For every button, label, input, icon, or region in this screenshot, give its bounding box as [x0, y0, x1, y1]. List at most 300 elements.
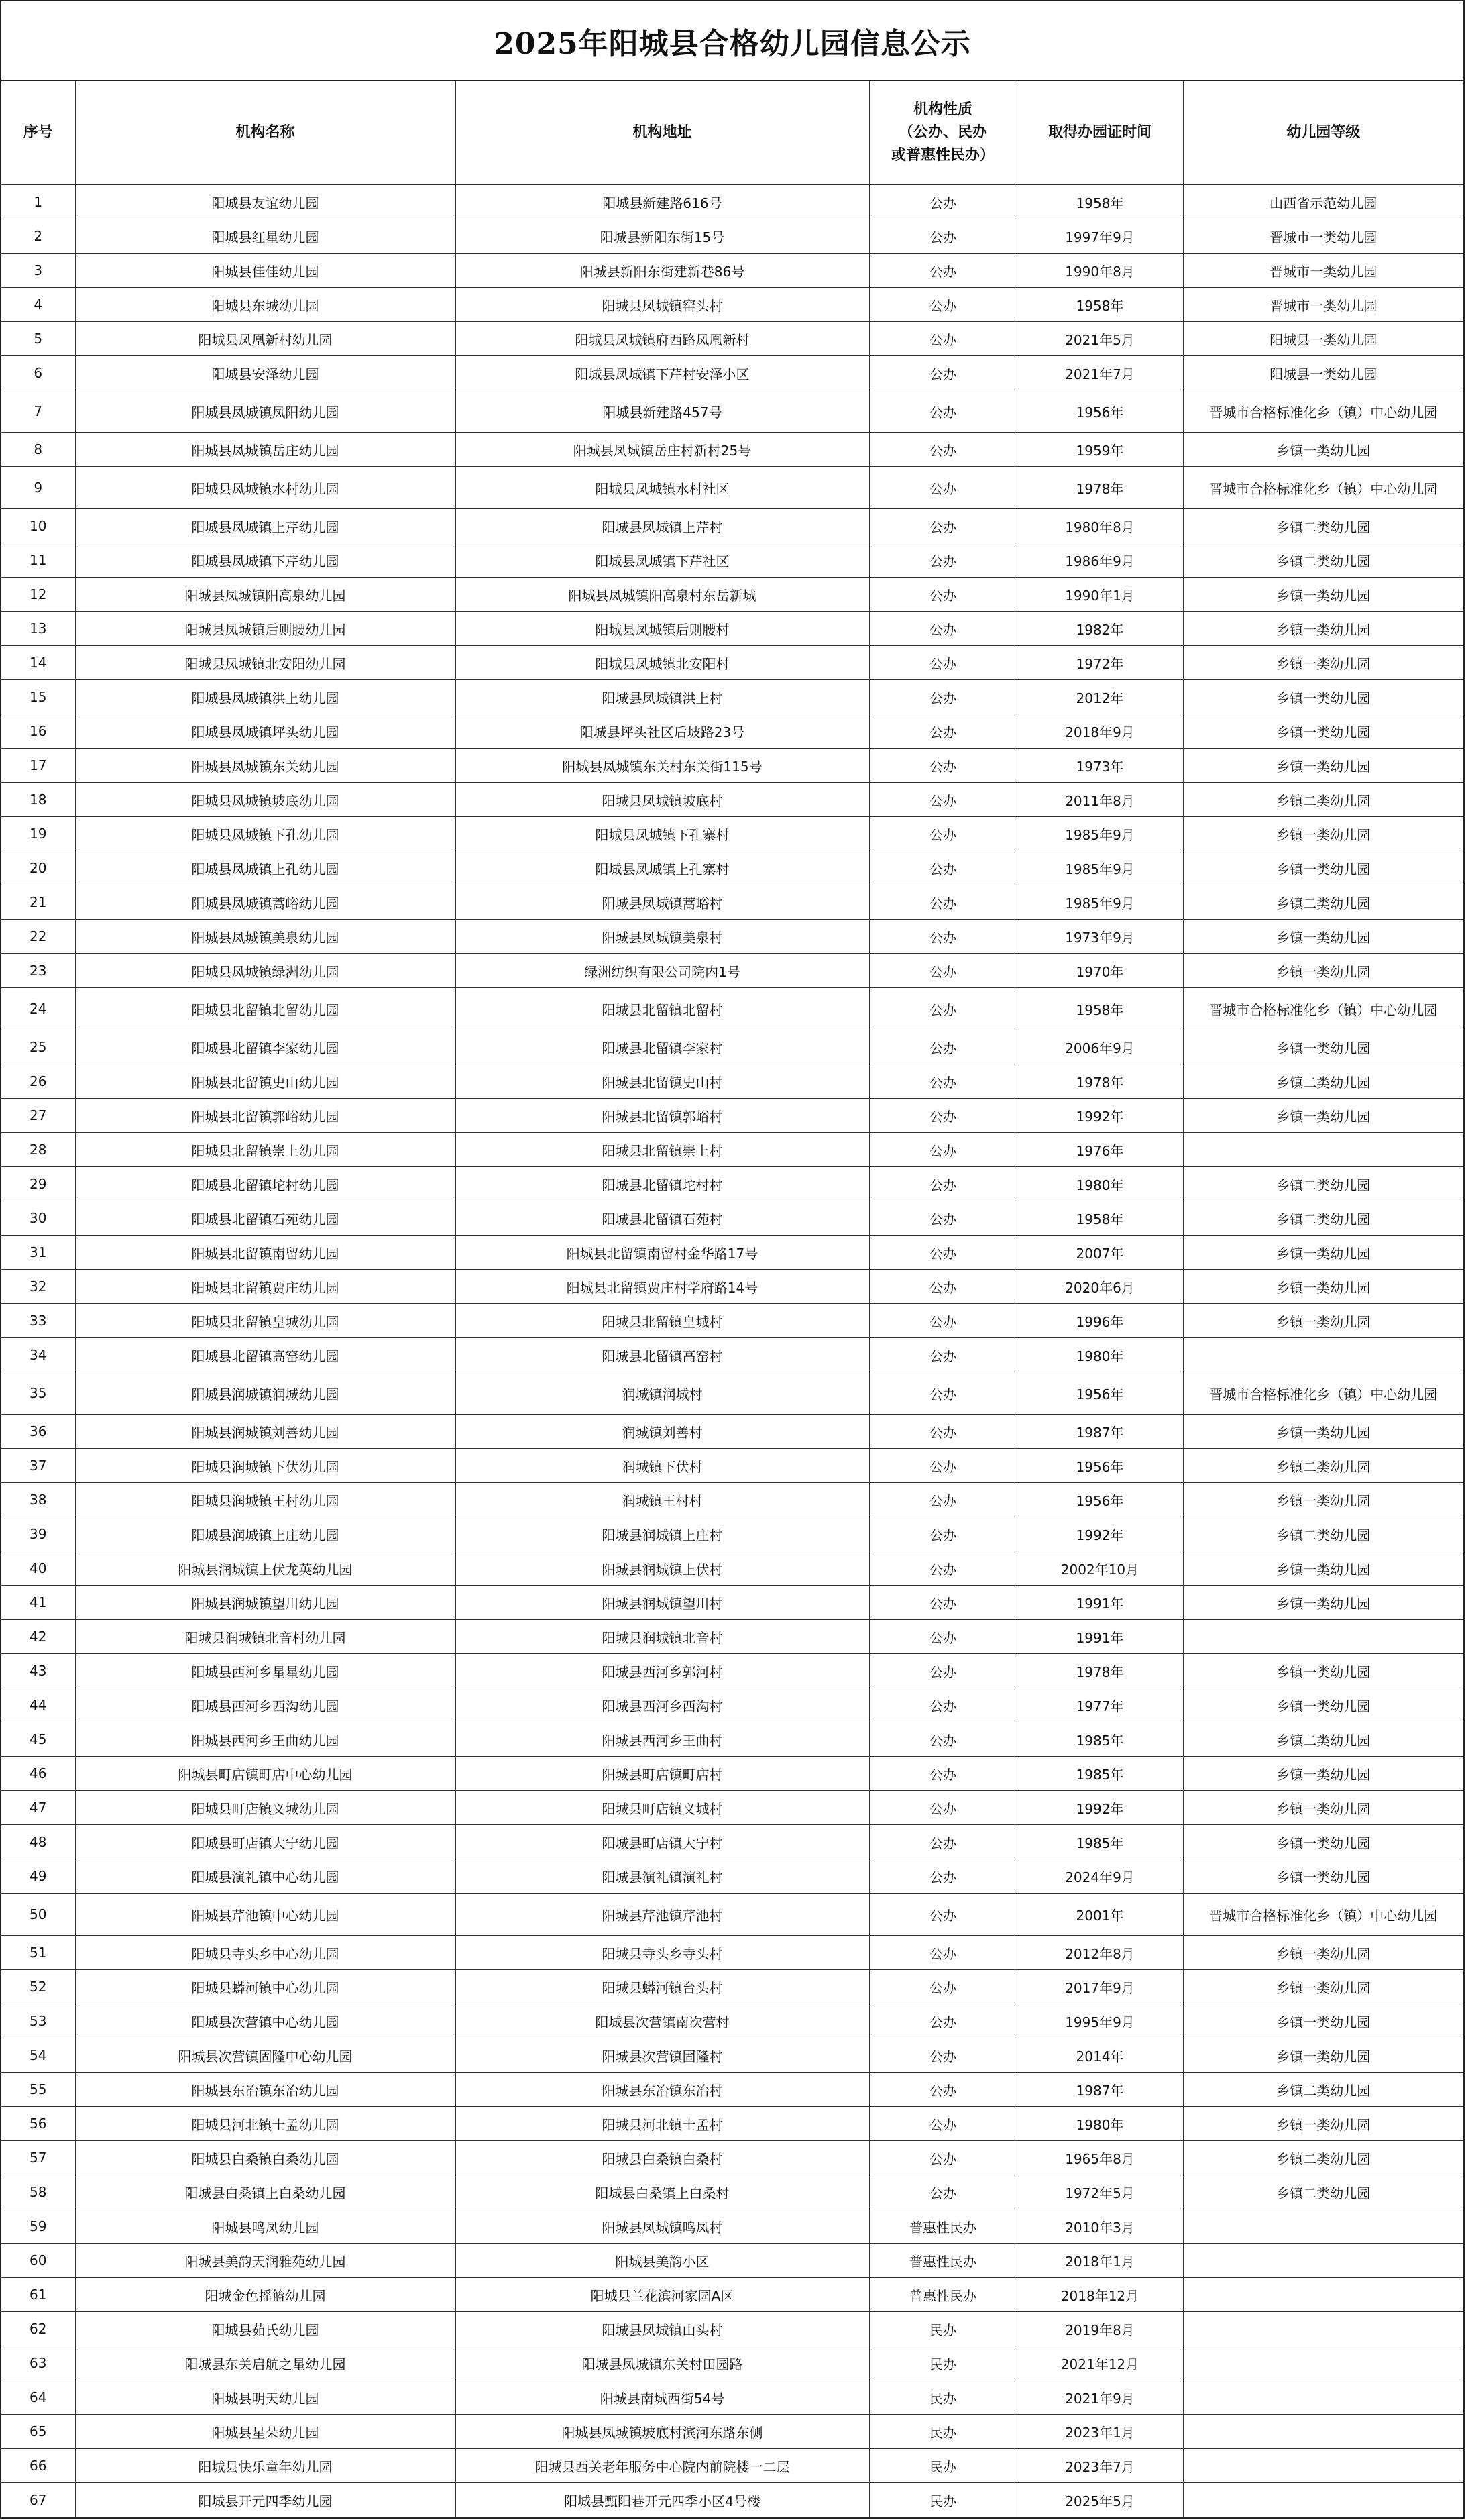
cell-name: 阳城县寺头乡中心幼儿园	[75, 1936, 455, 1970]
cell-date: 2012年	[1017, 680, 1183, 714]
table-body	[1, 185, 1463, 2517]
cell-nature: 公办	[869, 954, 1017, 988]
cell-date: 2014年	[1017, 2038, 1183, 2073]
cell-grade	[1183, 2346, 1463, 2380]
cell-date: 1985年	[1017, 1757, 1183, 1791]
cell-address: 阳城县次营镇固隆村	[455, 2038, 869, 2073]
cell-nature: 公办	[869, 1970, 1017, 2004]
cell-nature: 公办	[869, 1936, 1017, 1970]
table-row	[1, 1620, 1463, 1654]
cell-name: 阳城县安泽幼儿园	[75, 356, 455, 390]
cell-name: 阳城县凤城镇下芹幼儿园	[75, 543, 455, 578]
cell-date: 2018年12月	[1017, 2278, 1183, 2312]
table-row	[1, 509, 1463, 543]
kindergarten-table	[1, 81, 1463, 2517]
cell-grade: 乡镇二类幼儿园	[1183, 885, 1463, 920]
cell-nature: 公办	[869, 1201, 1017, 1236]
cell-name: 阳城县润城镇下伏幼儿园	[75, 1449, 455, 1483]
table-row	[1, 885, 1463, 920]
cell-address: 阳城县凤城镇鸣凤村	[455, 2209, 869, 2244]
cell-nature: 公办	[869, 1099, 1017, 1133]
cell-nature: 公办	[869, 543, 1017, 578]
cell-name: 阳城县凤城镇后则腰幼儿园	[75, 612, 455, 646]
cell-address: 阳城县美韵小区	[455, 2244, 869, 2278]
cell-grade: 晋城市合格标准化乡（镇）中心幼儿园	[1183, 1894, 1463, 1936]
cell-no: 44	[1, 1688, 75, 1722]
cell-address: 阳城县新阳东街15号	[455, 219, 869, 254]
cell-no: 57	[1, 2141, 75, 2175]
cell-nature: 公办	[869, 1688, 1017, 1722]
cell-date: 2021年12月	[1017, 2346, 1183, 2380]
cell-date: 1973年	[1017, 749, 1183, 783]
table-row	[1, 1483, 1463, 1517]
cell-grade	[1183, 2415, 1463, 2449]
cell-grade	[1183, 2278, 1463, 2312]
cell-no: 67	[1, 2483, 75, 2517]
cell-nature: 民办	[869, 2380, 1017, 2415]
cell-grade: 乡镇一类幼儿园	[1183, 920, 1463, 954]
cell-grade: 阳城县一类幼儿园	[1183, 322, 1463, 356]
cell-no: 2	[1, 219, 75, 254]
cell-date: 2006年9月	[1017, 1030, 1183, 1064]
cell-no: 3	[1, 254, 75, 288]
cell-nature: 公办	[869, 988, 1017, 1030]
cell-name: 阳城县北留镇崇上幼儿园	[75, 1133, 455, 1167]
cell-name: 阳城县凤城镇水村幼儿园	[75, 467, 455, 509]
cell-nature: 公办	[869, 1894, 1017, 1936]
cell-nature: 公办	[869, 714, 1017, 749]
cell-nature: 公办	[869, 1064, 1017, 1099]
cell-address: 润城镇润城村	[455, 1372, 869, 1415]
table-row	[1, 1201, 1463, 1236]
cell-name: 阳城县凤城镇阳高泉幼儿园	[75, 578, 455, 612]
table-row	[1, 612, 1463, 646]
cell-address: 阳城县白桑镇上白桑村	[455, 2175, 869, 2209]
cell-no: 64	[1, 2380, 75, 2415]
cell-nature: 公办	[869, 1270, 1017, 1304]
cell-address: 润城镇刘善村	[455, 1415, 869, 1449]
cell-date: 1992年	[1017, 1099, 1183, 1133]
cell-no: 63	[1, 2346, 75, 2380]
cell-name: 阳城县凤城镇凤阳幼儿园	[75, 390, 455, 433]
cell-no: 34	[1, 1338, 75, 1372]
cell-grade: 晋城市一类幼儿园	[1183, 254, 1463, 288]
table-row	[1, 322, 1463, 356]
cell-name: 阳城县开元四季幼儿园	[75, 2483, 455, 2517]
cell-grade: 乡镇二类幼儿园	[1183, 1517, 1463, 1551]
cell-nature: 公办	[869, 1620, 1017, 1654]
cell-date: 1972年	[1017, 646, 1183, 680]
cell-date: 1985年9月	[1017, 885, 1183, 920]
cell-no: 30	[1, 1201, 75, 1236]
cell-address: 阳城县北留镇史山村	[455, 1064, 869, 1099]
cell-name: 阳城县凤城镇东关幼儿园	[75, 749, 455, 783]
cell-name: 阳城县茹氏幼儿园	[75, 2312, 455, 2346]
cell-grade: 晋城市一类幼儿园	[1183, 288, 1463, 322]
cell-address: 阳城县凤城镇东关村田园路	[455, 2346, 869, 2380]
cell-nature: 公办	[869, 1304, 1017, 1338]
cell-nature: 公办	[869, 1133, 1017, 1167]
cell-address: 阳城县町店镇大宁村	[455, 1825, 869, 1859]
cell-grade	[1183, 2209, 1463, 2244]
cell-date: 1980年	[1017, 2107, 1183, 2141]
table-row	[1, 219, 1463, 254]
cell-address: 阳城县甄阳巷开元四季小区4号楼	[455, 2483, 869, 2517]
cell-name: 阳城县北留镇皇城幼儿园	[75, 1304, 455, 1338]
cell-grade: 乡镇一类幼儿园	[1183, 1825, 1463, 1859]
cell-no: 27	[1, 1099, 75, 1133]
cell-name: 阳城县凤城镇岳庄幼儿园	[75, 433, 455, 467]
header-date: 取得办园证时间	[1017, 81, 1183, 185]
cell-name: 阳城县北留镇贾庄幼儿园	[75, 1270, 455, 1304]
cell-date: 2019年8月	[1017, 2312, 1183, 2346]
cell-date: 2024年9月	[1017, 1859, 1183, 1894]
table-row	[1, 543, 1463, 578]
cell-no: 50	[1, 1894, 75, 1936]
cell-grade: 乡镇二类幼儿园	[1183, 1201, 1463, 1236]
cell-date: 2001年	[1017, 1894, 1183, 1936]
cell-address: 阳城县凤城镇洪上村	[455, 680, 869, 714]
cell-grade: 乡镇一类幼儿园	[1183, 578, 1463, 612]
table-row	[1, 714, 1463, 749]
cell-nature: 民办	[869, 2312, 1017, 2346]
cell-date: 1973年9月	[1017, 920, 1183, 954]
cell-date: 2002年10月	[1017, 1551, 1183, 1586]
cell-date: 1956年	[1017, 1449, 1183, 1483]
cell-no: 38	[1, 1483, 75, 1517]
cell-no: 1	[1, 185, 75, 219]
cell-no: 16	[1, 714, 75, 749]
cell-name: 阳城县次营镇固隆中心幼儿园	[75, 2038, 455, 2073]
header-address: 机构地址	[455, 81, 869, 185]
cell-date: 1980年8月	[1017, 509, 1183, 543]
cell-no: 8	[1, 433, 75, 467]
table-row	[1, 1757, 1463, 1791]
cell-address: 阳城县白桑镇白桑村	[455, 2141, 869, 2175]
cell-no: 61	[1, 2278, 75, 2312]
header-nature	[869, 81, 1017, 185]
cell-no: 17	[1, 749, 75, 783]
cell-no: 40	[1, 1551, 75, 1586]
cell-date: 1959年	[1017, 433, 1183, 467]
cell-nature: 公办	[869, 322, 1017, 356]
cell-date: 1977年	[1017, 1688, 1183, 1722]
cell-grade: 乡镇一类幼儿园	[1183, 2004, 1463, 2038]
cell-address: 阳城县北留镇郭峪村	[455, 1099, 869, 1133]
cell-name: 阳城县东冶镇东冶幼儿园	[75, 2073, 455, 2107]
cell-nature: 公办	[869, 288, 1017, 322]
table-row	[1, 1064, 1463, 1099]
cell-grade: 乡镇二类幼儿园	[1183, 2141, 1463, 2175]
table-row	[1, 467, 1463, 509]
cell-nature: 民办	[869, 2346, 1017, 2380]
cell-date: 1995年9月	[1017, 2004, 1183, 2038]
table-row	[1, 954, 1463, 988]
title-box	[1, 1, 1463, 81]
cell-nature: 公办	[869, 1236, 1017, 1270]
table-row	[1, 2380, 1463, 2415]
table-row	[1, 1654, 1463, 1688]
cell-no: 22	[1, 920, 75, 954]
cell-address: 阳城县北留镇坨村村	[455, 1167, 869, 1201]
cell-address: 阳城县凤城镇坡底村滨河东路东侧	[455, 2415, 869, 2449]
cell-grade: 乡镇一类幼儿园	[1183, 1551, 1463, 1586]
table-row	[1, 2449, 1463, 2483]
cell-address: 阳城县北留镇李家村	[455, 1030, 869, 1064]
cell-grade: 乡镇一类幼儿园	[1183, 1757, 1463, 1791]
cell-address: 润城镇下伏村	[455, 1449, 869, 1483]
cell-grade	[1183, 1620, 1463, 1654]
cell-grade	[1183, 2483, 1463, 2517]
cell-grade: 乡镇二类幼儿园	[1183, 543, 1463, 578]
cell-no: 18	[1, 783, 75, 817]
table-row	[1, 2244, 1463, 2278]
cell-name: 阳城县凤城镇坪头幼儿园	[75, 714, 455, 749]
cell-no: 31	[1, 1236, 75, 1270]
table-row	[1, 680, 1463, 714]
cell-grade: 晋城市合格标准化乡（镇）中心幼儿园	[1183, 1372, 1463, 1415]
table-row	[1, 185, 1463, 219]
cell-name: 阳城县凤城镇蒿峪幼儿园	[75, 885, 455, 920]
cell-no: 21	[1, 885, 75, 920]
cell-date: 1965年8月	[1017, 2141, 1183, 2175]
cell-nature: 公办	[869, 1722, 1017, 1757]
cell-grade: 乡镇一类幼儿园	[1183, 1030, 1463, 1064]
cell-name: 阳城县凤城镇下孔幼儿园	[75, 817, 455, 851]
cell-date: 2018年9月	[1017, 714, 1183, 749]
cell-address: 阳城县凤城镇北安阳村	[455, 646, 869, 680]
cell-no: 29	[1, 1167, 75, 1201]
cell-name: 阳城县白桑镇白桑幼儿园	[75, 2141, 455, 2175]
cell-no: 55	[1, 2073, 75, 2107]
cell-nature: 民办	[869, 2415, 1017, 2449]
cell-name: 阳城县凤城镇洪上幼儿园	[75, 680, 455, 714]
cell-address: 阳城县润城镇上伏村	[455, 1551, 869, 1586]
cell-name: 阳城县润城镇上伏龙英幼儿园	[75, 1551, 455, 1586]
cell-no: 14	[1, 646, 75, 680]
cell-name: 阳城县北留镇史山幼儿园	[75, 1064, 455, 1099]
table-row	[1, 1236, 1463, 1270]
table-row	[1, 2483, 1463, 2517]
cell-no: 19	[1, 817, 75, 851]
cell-address: 阳城县坪头社区后坡路23号	[455, 714, 869, 749]
cell-nature: 公办	[869, 612, 1017, 646]
cell-date: 2011年8月	[1017, 783, 1183, 817]
cell-address: 阳城县润城镇望川村	[455, 1586, 869, 1620]
header-nature-line1: 机构性质	[913, 101, 972, 118]
cell-nature: 公办	[869, 2004, 1017, 2038]
cell-name: 阳城县润城镇王村幼儿园	[75, 1483, 455, 1517]
table-row	[1, 783, 1463, 817]
cell-date: 1991年	[1017, 1586, 1183, 1620]
cell-grade: 乡镇一类幼儿园	[1183, 2038, 1463, 2073]
header-grade: 幼儿园等级	[1183, 81, 1463, 185]
cell-nature: 公办	[869, 885, 1017, 920]
table-row	[1, 1270, 1463, 1304]
cell-name: 阳城县西河乡星星幼儿园	[75, 1654, 455, 1688]
cell-grade: 乡镇二类幼儿园	[1183, 1722, 1463, 1757]
cell-nature: 公办	[869, 2038, 1017, 2073]
cell-grade: 乡镇一类幼儿园	[1183, 1483, 1463, 1517]
cell-name: 阳城县北留镇石苑幼儿园	[75, 1201, 455, 1236]
cell-no: 62	[1, 2312, 75, 2346]
table-row	[1, 1791, 1463, 1825]
cell-name: 阳城县西河乡西沟幼儿园	[75, 1688, 455, 1722]
cell-name: 阳城县美韵天润雅苑幼儿园	[75, 2244, 455, 2278]
cell-name: 阳城县红星幼儿园	[75, 219, 455, 254]
table-row	[1, 390, 1463, 433]
cell-grade	[1183, 2380, 1463, 2415]
cell-address: 阳城县凤城镇上孔寨村	[455, 851, 869, 885]
table-row	[1, 1030, 1463, 1064]
cell-nature: 公办	[869, 1483, 1017, 1517]
cell-no: 11	[1, 543, 75, 578]
cell-date: 1990年8月	[1017, 254, 1183, 288]
cell-address: 阳城县町店镇町店村	[455, 1757, 869, 1791]
cell-grade: 乡镇一类幼儿园	[1183, 612, 1463, 646]
cell-date: 1958年	[1017, 988, 1183, 1030]
cell-name: 阳城县北留镇李家幼儿园	[75, 1030, 455, 1064]
cell-name: 阳城县凤城镇坡底幼儿园	[75, 783, 455, 817]
cell-no: 10	[1, 509, 75, 543]
cell-name: 阳城县东关启航之星幼儿园	[75, 2346, 455, 2380]
cell-address: 阳城县润城镇上庄村	[455, 1517, 869, 1551]
cell-grade: 乡镇一类幼儿园	[1183, 2107, 1463, 2141]
cell-date: 1985年9月	[1017, 851, 1183, 885]
cell-nature: 公办	[869, 817, 1017, 851]
cell-address: 阳城县凤城镇东关村东关街115号	[455, 749, 869, 783]
page-title: 2025年阳城县合格幼儿园信息公示	[494, 26, 971, 61]
table-row	[1, 749, 1463, 783]
cell-no: 45	[1, 1722, 75, 1757]
cell-date: 1956年	[1017, 1372, 1183, 1415]
cell-nature: 公办	[869, 1517, 1017, 1551]
cell-address: 阳城县南城西街54号	[455, 2380, 869, 2415]
table-row	[1, 1722, 1463, 1757]
cell-nature: 公办	[869, 1654, 1017, 1688]
cell-date: 1970年	[1017, 954, 1183, 988]
table-row	[1, 1688, 1463, 1722]
cell-name: 阳城县佳佳幼儿园	[75, 254, 455, 288]
table-row	[1, 1894, 1463, 1936]
cell-nature: 公办	[869, 646, 1017, 680]
cell-date: 1958年	[1017, 1201, 1183, 1236]
cell-nature: 普惠性民办	[869, 2244, 1017, 2278]
cell-no: 26	[1, 1064, 75, 1099]
header-name: 机构名称	[75, 81, 455, 185]
cell-date: 1997年9月	[1017, 219, 1183, 254]
cell-name: 阳城县润城镇北音村幼儿园	[75, 1620, 455, 1654]
cell-grade: 乡镇二类幼儿园	[1183, 509, 1463, 543]
cell-grade: 乡镇一类幼儿园	[1183, 1791, 1463, 1825]
cell-address: 阳城县凤城镇上芹村	[455, 509, 869, 543]
cell-nature: 公办	[869, 509, 1017, 543]
cell-no: 33	[1, 1304, 75, 1338]
table-row	[1, 2175, 1463, 2209]
cell-address: 阳城县北留镇崇上村	[455, 1133, 869, 1167]
cell-nature: 公办	[869, 1372, 1017, 1415]
cell-date: 1956年	[1017, 390, 1183, 433]
table-row	[1, 2346, 1463, 2380]
cell-date: 1987年	[1017, 2073, 1183, 2107]
cell-name: 阳城县西河乡王曲幼儿园	[75, 1722, 455, 1757]
cell-name: 阳城县白桑镇上白桑幼儿园	[75, 2175, 455, 2209]
cell-grade: 乡镇二类幼儿园	[1183, 1064, 1463, 1099]
cell-address: 阳城县新阳东街建新巷86号	[455, 254, 869, 288]
cell-name: 阳城县次营镇中心幼儿园	[75, 2004, 455, 2038]
cell-nature: 普惠性民办	[869, 2209, 1017, 2244]
cell-grade: 乡镇一类幼儿园	[1183, 1415, 1463, 1449]
cell-nature: 公办	[869, 185, 1017, 219]
cell-address: 阳城县町店镇义城村	[455, 1791, 869, 1825]
cell-no: 47	[1, 1791, 75, 1825]
cell-grade: 乡镇一类幼儿园	[1183, 646, 1463, 680]
cell-address: 阳城县次营镇南次营村	[455, 2004, 869, 2038]
cell-nature: 公办	[869, 467, 1017, 509]
cell-nature: 公办	[869, 1859, 1017, 1894]
cell-name: 阳城县星朵幼儿园	[75, 2415, 455, 2449]
cell-grade: 山西省示范幼儿园	[1183, 185, 1463, 219]
cell-address: 阳城县凤城镇窑头村	[455, 288, 869, 322]
cell-date: 2012年8月	[1017, 1936, 1183, 1970]
cell-grade: 乡镇一类幼儿园	[1183, 749, 1463, 783]
cell-date: 2025年5月	[1017, 2483, 1183, 2517]
cell-date: 1985年	[1017, 1722, 1183, 1757]
cell-nature: 公办	[869, 433, 1017, 467]
cell-name: 阳城县凤城镇北安阳幼儿园	[75, 646, 455, 680]
cell-grade	[1183, 2312, 1463, 2346]
cell-address: 阳城县西河乡郭河村	[455, 1654, 869, 1688]
cell-grade: 乡镇一类幼儿园	[1183, 1304, 1463, 1338]
cell-address: 阳城县西河乡王曲村	[455, 1722, 869, 1757]
cell-date: 2010年3月	[1017, 2209, 1183, 2244]
cell-no: 36	[1, 1415, 75, 1449]
cell-name: 阳城县凤城镇绿洲幼儿园	[75, 954, 455, 988]
table-row	[1, 2141, 1463, 2175]
table-row	[1, 1133, 1463, 1167]
table-row	[1, 2038, 1463, 2073]
table-row	[1, 851, 1463, 885]
cell-date: 1992年	[1017, 1791, 1183, 1825]
cell-no: 15	[1, 680, 75, 714]
cell-date: 2021年9月	[1017, 2380, 1183, 2415]
table-row	[1, 988, 1463, 1030]
table-row	[1, 2415, 1463, 2449]
cell-address: 阳城县新建路616号	[455, 185, 869, 219]
cell-no: 7	[1, 390, 75, 433]
cell-no: 48	[1, 1825, 75, 1859]
cell-address: 阳城县北留镇高窑村	[455, 1338, 869, 1372]
table-row	[1, 1099, 1463, 1133]
cell-address: 阳城县河北镇士孟村	[455, 2107, 869, 2141]
cell-grade: 晋城市一类幼儿园	[1183, 219, 1463, 254]
cell-date: 1978年	[1017, 1654, 1183, 1688]
cell-date: 2023年7月	[1017, 2449, 1183, 2483]
cell-date: 1996年	[1017, 1304, 1183, 1338]
cell-name: 阳城县町店镇义城幼儿园	[75, 1791, 455, 1825]
cell-name: 阳城县明天幼儿园	[75, 2380, 455, 2415]
cell-grade	[1183, 2244, 1463, 2278]
cell-date: 2017年9月	[1017, 1970, 1183, 2004]
table-row	[1, 1338, 1463, 1372]
table-row	[1, 1415, 1463, 1449]
header-no: 序号	[1, 81, 75, 185]
cell-nature: 公办	[869, 1551, 1017, 1586]
table-row	[1, 920, 1463, 954]
cell-grade: 乡镇一类幼儿园	[1183, 1688, 1463, 1722]
cell-grade: 阳城县一类幼儿园	[1183, 356, 1463, 390]
cell-nature: 公办	[869, 390, 1017, 433]
